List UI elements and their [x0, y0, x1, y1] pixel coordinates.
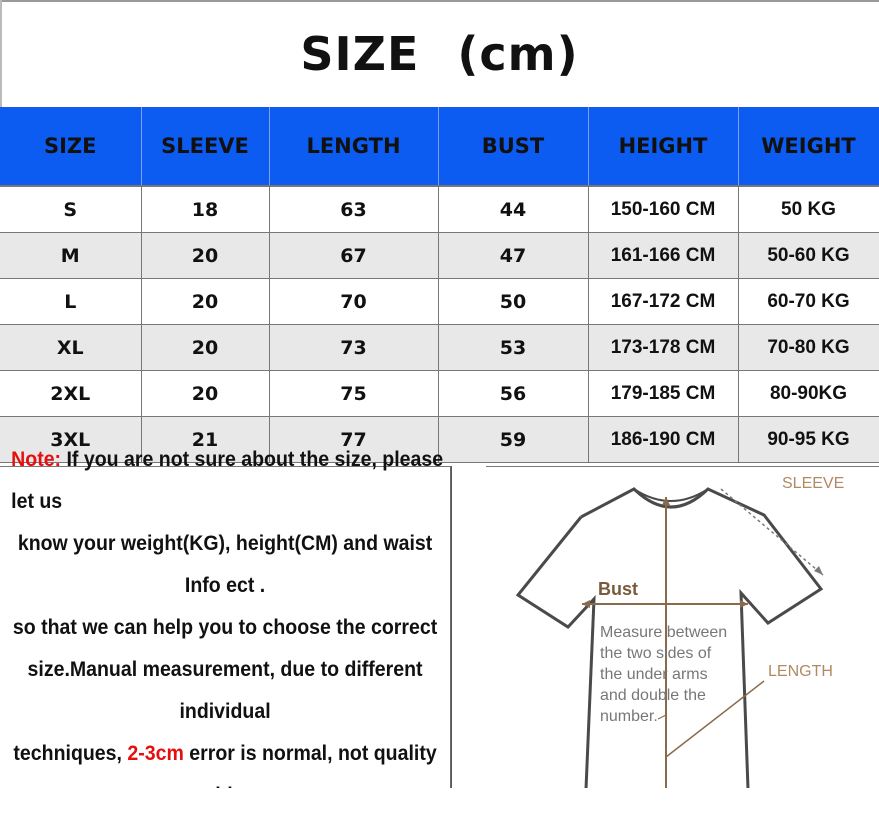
- cell-height: 173-178 CM: [588, 325, 738, 371]
- table-row: [0, 279, 879, 325]
- table-header-row: [0, 107, 879, 186]
- note-text-5a: techniques,: [13, 742, 128, 765]
- table-row: [0, 233, 879, 279]
- bust-label: Bust: [598, 579, 638, 599]
- title-size: SIZE: [300, 26, 420, 81]
- cell-length: 75: [269, 371, 438, 417]
- cell-sleeve: 20: [141, 233, 269, 279]
- cell-size: L: [0, 279, 141, 325]
- cell-size: 2XL: [0, 371, 141, 417]
- cell-bust: 50: [438, 279, 588, 325]
- cell-height: 179-185 CM: [588, 371, 738, 417]
- note-box: [0, 448, 452, 789]
- title-unit: (cm): [457, 26, 579, 81]
- cell-weight: 50-60 KG: [738, 233, 879, 279]
- sleeve-label: SLEEVE: [782, 475, 845, 492]
- length-label: LENGTH: [768, 663, 833, 680]
- cell-weight: 90-95 KG: [738, 417, 879, 463]
- cell-bust: 56: [438, 371, 588, 417]
- cell-length: 77: [269, 417, 438, 463]
- cell-height: 161-166 CM: [588, 233, 738, 279]
- cell-bust: 59: [438, 417, 588, 463]
- cell-length: 67: [269, 233, 438, 279]
- size-table: [0, 107, 879, 463]
- cell-size: S: [0, 186, 141, 233]
- cell-length: 70: [269, 279, 438, 325]
- cell-bust: 47: [438, 233, 588, 279]
- cell-size: 3XL: [0, 417, 141, 463]
- note-line-4: size.Manual measurement, due to different individual: [27, 658, 423, 723]
- cell-length: 73: [269, 325, 438, 371]
- bottom-margin: [0, 788, 879, 839]
- table-row: [0, 325, 879, 371]
- measure-line: the two sides of: [600, 645, 712, 662]
- measure-instructions: [600, 622, 727, 727]
- note-line-1: [0, 439, 450, 523]
- note-line-3: so that we can help you to choose the correct: [12, 616, 438, 639]
- cell-bust: 44: [438, 186, 588, 233]
- cell-height: 150-160 CM: [588, 186, 738, 233]
- note-line-2: know your weight(KG), height(CM) and waist Info ect .: [17, 532, 433, 597]
- cell-weight: 50 KG: [738, 186, 879, 233]
- cell-sleeve: 20: [141, 325, 269, 371]
- table-row: [0, 186, 879, 233]
- header-height: HEIGHT: [588, 107, 738, 186]
- header-bust: BUST: [438, 107, 588, 186]
- cell-sleeve: 20: [141, 279, 269, 325]
- page-title: [0, 0, 879, 107]
- cell-length: 63: [269, 186, 438, 233]
- cell-bust: 53: [438, 325, 588, 371]
- header-length: LENGTH: [269, 107, 438, 186]
- cell-weight: 80-90KG: [738, 371, 879, 417]
- note-text-1: If you are not sure about the size, please let us: [11, 448, 444, 513]
- note-label: Note:: [11, 448, 62, 471]
- cell-sleeve: 20: [141, 371, 269, 417]
- measure-line: and double the: [600, 687, 706, 704]
- header-weight: WEIGHT: [738, 107, 879, 186]
- measure-line: number.: [600, 708, 658, 725]
- header-sleeve: SLEEVE: [141, 107, 269, 186]
- cell-size: M: [0, 233, 141, 279]
- cell-sleeve: 21: [141, 417, 269, 463]
- cell-height: 186-190 CM: [588, 417, 738, 463]
- measure-line: Measure between: [600, 624, 728, 641]
- cell-size: XL: [0, 325, 141, 371]
- tshirt-diagram: [486, 466, 879, 789]
- header-size: SIZE: [0, 107, 141, 186]
- cell-height: 167-172 CM: [588, 279, 738, 325]
- cell-weight: 70-80 KG: [738, 325, 879, 371]
- note-text-5b: error is normal, not quality: [189, 742, 437, 765]
- cell-sleeve: 18: [141, 186, 269, 233]
- note-error-range: 2-3cm: [127, 742, 184, 765]
- measure-line: the under arms: [600, 666, 708, 683]
- cell-weight: 60-70 KG: [738, 279, 879, 325]
- table-row: [0, 371, 879, 417]
